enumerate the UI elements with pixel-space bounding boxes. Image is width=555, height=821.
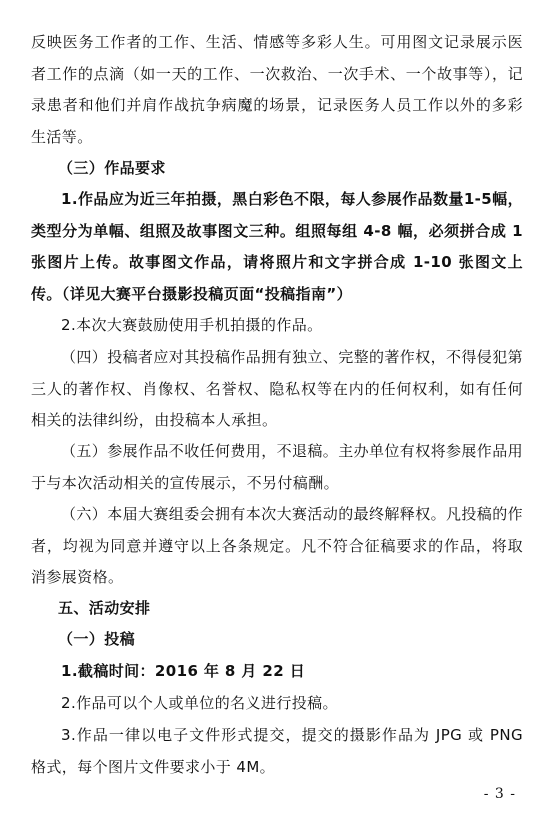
section-heading-work-requirements: （三）作品要求 [58, 159, 166, 177]
paragraph-copyright: （四）投稿者应对其投稿作品拥有独立、完整的著作权，不得侵犯第三人的著作权、肖像权、名誉权、隐私权等在内的任何权利，如有任何相关的法律纠纷，由投稿本人承担。 [31, 348, 524, 429]
paragraph-intro: 反映医务工作者的工作、生活、情感等多彩人生。可用图文记录展示医者工作的点滴（如一天的工作、一次救治、一次手术、一个故事等），记录患者和他们并肩作战抗争病魔的场景，记录医务人员工作以外的多彩生活等。 [31, 33, 523, 146]
page-number: - 3 - [483, 786, 516, 802]
subsection-heading-submission: （一）投稿 [58, 630, 136, 648]
paragraph-work-requirements-1: 1.作品应为近三年拍摄，黑白彩色不限，每人参展作品数量1-5幅，类型分为单幅、组照及故事图文三种。组照每组 4-8 幅，必须拼合成 1 张图片上传。故事图文作品，请将照片和文字拼合成 1-10 张图文上传。（详见大赛平台摄影投稿页面“投稿指南”） [31, 190, 523, 303]
section-heading-activity-arrangement: 五、活动安排 [58, 599, 151, 617]
paragraph-deadline: 1.截稿时间：2016 年 8 月 22 日 [61, 662, 306, 680]
paragraph-file-format: 3.作品一律以电子文件形式提交，提交的摄影作品为 JPG 或 PNG 格式，每个图片文件要求小于 4M。 [31, 726, 523, 776]
paragraph-fee-and-usage: （五）参展作品不收任何费用，不退稿。主办单位有权将参展作品用于与本次活动相关的宣传展示，不另付稿酬。 [31, 442, 524, 492]
paragraph-final-interpretation: （六）本届大赛组委会拥有本次大赛活动的最终解释权。凡投稿的作者，均视为同意并遵守以上各条规定。凡不符合征稿要求的作品，将取消参展资格。 [31, 505, 524, 586]
paragraph-work-requirements-2: 2.本次大赛鼓励使用手机拍摄的作品。 [61, 316, 323, 334]
paragraph-submitter-type: 2.作品可以个人或单位的名义进行投稿。 [61, 694, 338, 712]
